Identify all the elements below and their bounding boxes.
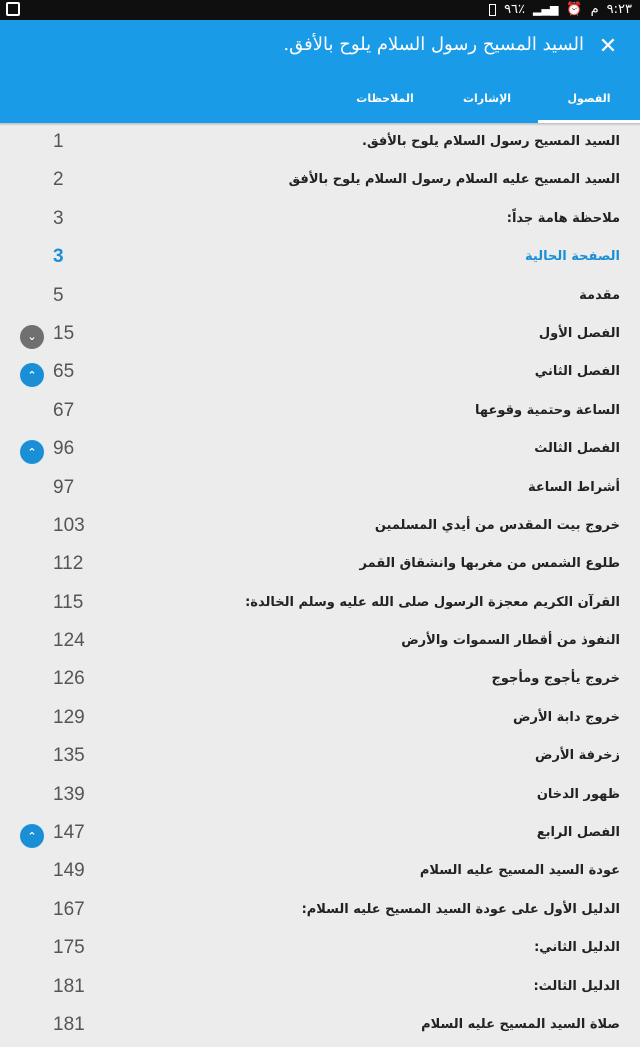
book-title: السيد المسيح رسول السلام يلوح بالأفق.: [283, 34, 584, 55]
toc-page-number: 5: [53, 284, 64, 306]
collapse-chevron-up-icon[interactable]: ⌃: [20, 440, 44, 464]
toc-row[interactable]: [0, 164, 640, 202]
toc-row[interactable]: [0, 587, 640, 625]
toc-item-label: عودة السيد المسيح عليه السلام: [419, 863, 620, 879]
toc-page-number: 3: [53, 207, 64, 229]
toc-page-number: 181: [53, 975, 85, 997]
toc-row[interactable]: [0, 855, 640, 893]
toc-item-label: أشراط الساعة: [527, 479, 620, 495]
tab-chapters[interactable]: الفصول: [538, 73, 640, 123]
toc-page-number: 112: [53, 553, 84, 575]
toc-row[interactable]: [0, 395, 640, 433]
toc-page-number: 167: [53, 898, 85, 920]
toc-row[interactable]: [0, 932, 640, 970]
toc-item-label: الدليل الثالث:: [533, 978, 620, 994]
toc-row[interactable]: [0, 817, 640, 855]
toc-page-number: 96: [53, 438, 75, 460]
toc-item-label: خروج دابة الأرض: [513, 709, 620, 725]
toc-row[interactable]: [0, 203, 640, 241]
toc-page-number: 149: [53, 860, 85, 882]
battery-icon: [489, 4, 496, 16]
toc-page-number: 1: [53, 131, 64, 152]
toc-item-label: الفصل الثالث: [534, 441, 620, 457]
toc-item-label: السيد المسيح رسول السلام يلوح بالأفق.: [362, 134, 620, 149]
toc-page-number: 126: [53, 668, 85, 690]
toc-row[interactable]: [0, 433, 640, 471]
toc-row[interactable]: [0, 1009, 640, 1047]
toc-page-number: 103: [53, 514, 85, 536]
toc-row[interactable]: [0, 280, 640, 318]
toc-item-label: الفصل الثاني: [534, 364, 620, 380]
app-bar: [0, 20, 640, 123]
close-icon[interactable]: ✕: [598, 33, 618, 59]
toc-item-label: الدليل الأول على عودة السيد المسيح عليه السلام:: [301, 901, 620, 917]
gallery-notification-icon: [6, 2, 20, 16]
clock-period: م: [590, 2, 599, 17]
toc-item-label: القرآن الكريم معجزة الرسول صلى الله عليه وسلم الخالدة:: [245, 594, 620, 610]
tab-notes[interactable]: الملاحظات: [356, 91, 414, 105]
toc-item-label: النفوذ من أقطار السموات والأرض: [401, 633, 620, 649]
status-bar: [0, 0, 640, 20]
expand-chevron-down-icon[interactable]: ⌄: [20, 325, 44, 349]
signal-icon: ▂▄▆: [533, 3, 559, 16]
toc-item-label: ظهور الدخان: [536, 786, 620, 802]
toc-row[interactable]: [0, 356, 640, 394]
toc-item-label: الصفحة الحالية: [525, 249, 620, 265]
toc-page-number: 15: [53, 322, 75, 344]
toc-item-label: خروج بيت المقدس من أيدي المسلمين: [374, 517, 620, 533]
toc-row[interactable]: [0, 472, 640, 510]
toc-row[interactable]: [0, 625, 640, 663]
toc-row[interactable]: [0, 126, 640, 164]
current-page-row[interactable]: [0, 241, 640, 279]
toc-row[interactable]: [0, 318, 640, 356]
toc-row[interactable]: [0, 971, 640, 1009]
toc-row[interactable]: [0, 740, 640, 778]
toc-page-number: 139: [53, 783, 85, 805]
toc-item-label: ملاحظة هامة جداً:: [506, 210, 620, 226]
toc-page-number: 175: [53, 937, 85, 959]
collapse-chevron-up-icon[interactable]: ⌃: [20, 824, 44, 848]
toc-row[interactable]: [0, 510, 640, 548]
toc-row[interactable]: [0, 702, 640, 740]
toc-page-number: 97: [53, 476, 75, 498]
toc-item-label: خروج يأجوج ومأجوج: [491, 671, 620, 687]
toc-row[interactable]: [0, 894, 640, 932]
toc-item-label: السيد المسيح عليه السلام رسول السلام يلوح بالأفق: [288, 172, 620, 188]
collapse-chevron-up-icon[interactable]: ⌃: [20, 363, 44, 387]
toc-page-number: 135: [53, 745, 85, 767]
toc-page-number: 65: [53, 361, 75, 383]
toc-item-label: الساعة وحتمية وقوعها: [474, 402, 620, 418]
toc-item-label: مقدمة: [579, 287, 620, 303]
toc-row[interactable]: [0, 663, 640, 701]
toc-page-number: 181: [53, 1013, 85, 1035]
toc-item-label: طلوع الشمس من مغربها وانشقاق القمر: [359, 556, 620, 572]
tab-bookmarks[interactable]: الإشارات: [462, 91, 512, 105]
clock-time: ٩:٢٣: [606, 2, 632, 17]
toc-row[interactable]: [0, 548, 640, 586]
table-of-contents: [0, 126, 640, 1035]
toc-page-number: 129: [53, 706, 85, 728]
battery-level: ٩٦٪: [504, 2, 526, 17]
tab-bar: [334, 73, 640, 123]
toc-page-number: 147: [53, 822, 85, 844]
toc-item-label: الفصل الرابع: [536, 825, 620, 841]
toc-page-number: 67: [53, 399, 75, 421]
toc-item-label: صلاة السيد المسيح عليه السلام: [421, 1016, 620, 1032]
toc-page-number: 124: [53, 630, 85, 652]
alarm-icon: ⏰: [566, 2, 583, 17]
toc-page-number: 3: [53, 246, 64, 268]
toc-item-label: الفصل الأول: [538, 325, 620, 341]
toc-page-number: 115: [53, 591, 84, 613]
toc-page-number: 2: [53, 169, 64, 191]
toc-item-label: الدليل الثاني:: [534, 940, 620, 956]
toc-item-label: زخرفة الأرض: [535, 748, 620, 764]
toc-row[interactable]: [0, 779, 640, 817]
